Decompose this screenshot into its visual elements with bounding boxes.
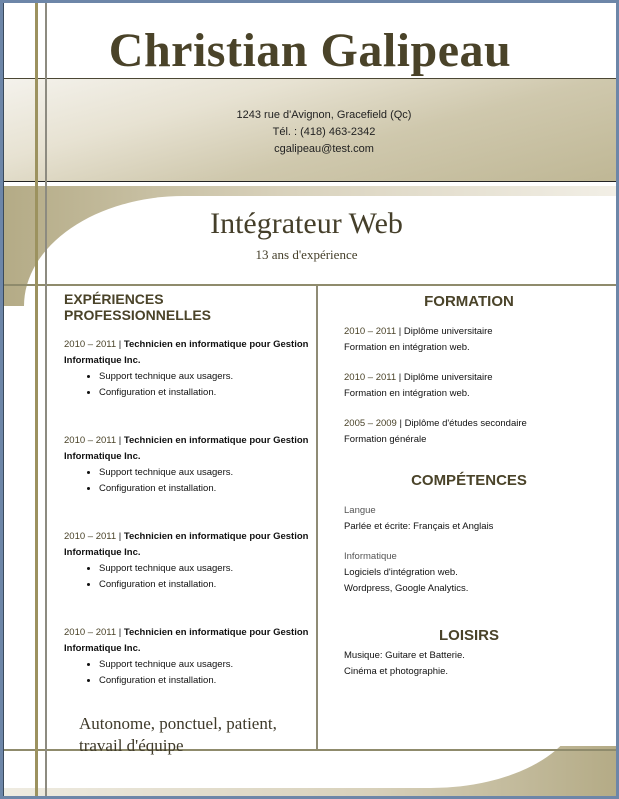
job-bullet: • Configuration et installation. <box>99 577 309 593</box>
job-bullet: • Support technique aux usagers. <box>99 465 309 481</box>
formation-heading: FORMATION <box>424 293 514 310</box>
job-bullet: • Configuration et installation. <box>99 385 309 401</box>
resume-page <box>3 3 616 796</box>
skill-line: Parlée et écrite: Français et Anglais <box>344 521 494 532</box>
education-entry <box>344 370 594 402</box>
right-column <box>344 293 594 694</box>
job-bullet: • Configuration et installation. <box>99 673 309 689</box>
job-years: 2010 – 2011 <box>64 627 117 638</box>
edu-degree: | Diplôme universitaire <box>396 326 493 337</box>
experience-heading: EXPÉRIENCES PROFESSIONNELLES <box>64 291 212 323</box>
hobbies <box>344 648 594 680</box>
job-years: 2010 – 2011 <box>64 531 117 542</box>
job-bullet: • Support technique aux usagers. <box>99 369 309 385</box>
experience-years: 13 ans d'expérience <box>255 247 358 262</box>
education-entry <box>344 324 594 356</box>
job-years: 2010 – 2011 <box>64 435 117 446</box>
skill-line: Wordpress, Google Analytics. <box>344 583 469 594</box>
separator: | <box>116 435 124 446</box>
skill-line: Logiciels d'intégration web. <box>344 567 458 578</box>
edu-years: 2005 – 2009 <box>344 418 397 429</box>
edu-detail: Formation en intégration web. <box>344 342 470 353</box>
address: 1243 rue d'Avignon, Gracefield (Qc) <box>236 109 412 121</box>
edu-years: 2010 – 2011 <box>344 326 397 337</box>
job-role: Technicien en informatique pour Gestion Informatique Inc. <box>64 627 309 654</box>
skill-entry <box>344 549 594 597</box>
job-bullet: • Support technique aux usagers. <box>99 561 309 577</box>
column-divider <box>316 286 318 749</box>
phone: Tél. : (418) 463-2342 <box>272 126 376 138</box>
skill-category: Informatique <box>344 551 397 562</box>
skill-category: Langue <box>344 505 376 516</box>
contact-info <box>204 107 444 158</box>
job-bullet: • Support technique aux usagers. <box>99 657 309 673</box>
separator: | <box>116 627 124 638</box>
education-entry <box>344 416 594 448</box>
job-entry <box>64 337 309 401</box>
decorative-vertical-line <box>35 3 38 796</box>
skill-entry <box>344 503 594 535</box>
job-entry <box>64 529 309 593</box>
candidate-name: Christian Galipeau <box>108 24 512 77</box>
edu-detail: Formation en intégration web. <box>344 388 470 399</box>
decorative-vertical-line <box>45 3 47 796</box>
separator: | <box>116 531 124 542</box>
email[interactable]: cgalipeau@test.com <box>274 143 374 155</box>
job-role: Technicien en informatique pour Gestion Informatique Inc. <box>64 435 309 462</box>
competences-heading: COMPÉTENCES <box>411 472 527 489</box>
separator: | <box>116 339 124 350</box>
job-role: Technicien en informatique pour Gestion Informatique Inc. <box>64 339 309 366</box>
section-divider-top <box>4 284 616 286</box>
hobby-line: Musique: Guitare et Batterie. <box>344 650 465 661</box>
edu-years: 2010 – 2011 <box>344 372 397 383</box>
loisirs-heading: LOISIRS <box>438 627 499 644</box>
hobby-line: Cinéma et photographie. <box>344 666 449 677</box>
personal-traits: Autonome, ponctuel, patient, travail d'équipe <box>79 714 277 755</box>
experience-section <box>64 291 309 757</box>
job-entry <box>64 625 309 689</box>
edu-detail: Formation générale <box>344 434 427 445</box>
job-entry <box>64 433 309 497</box>
job-bullet: • Configuration et installation. <box>99 481 309 497</box>
job-years: 2010 – 2011 <box>64 339 117 350</box>
job-role: Technicien en informatique pour Gestion Informatique Inc. <box>64 531 309 558</box>
job-title: Intégrateur Web <box>210 207 403 240</box>
edu-degree: | Diplôme universitaire <box>396 372 493 383</box>
edu-degree: | Diplôme d'études secondaire <box>396 418 527 429</box>
